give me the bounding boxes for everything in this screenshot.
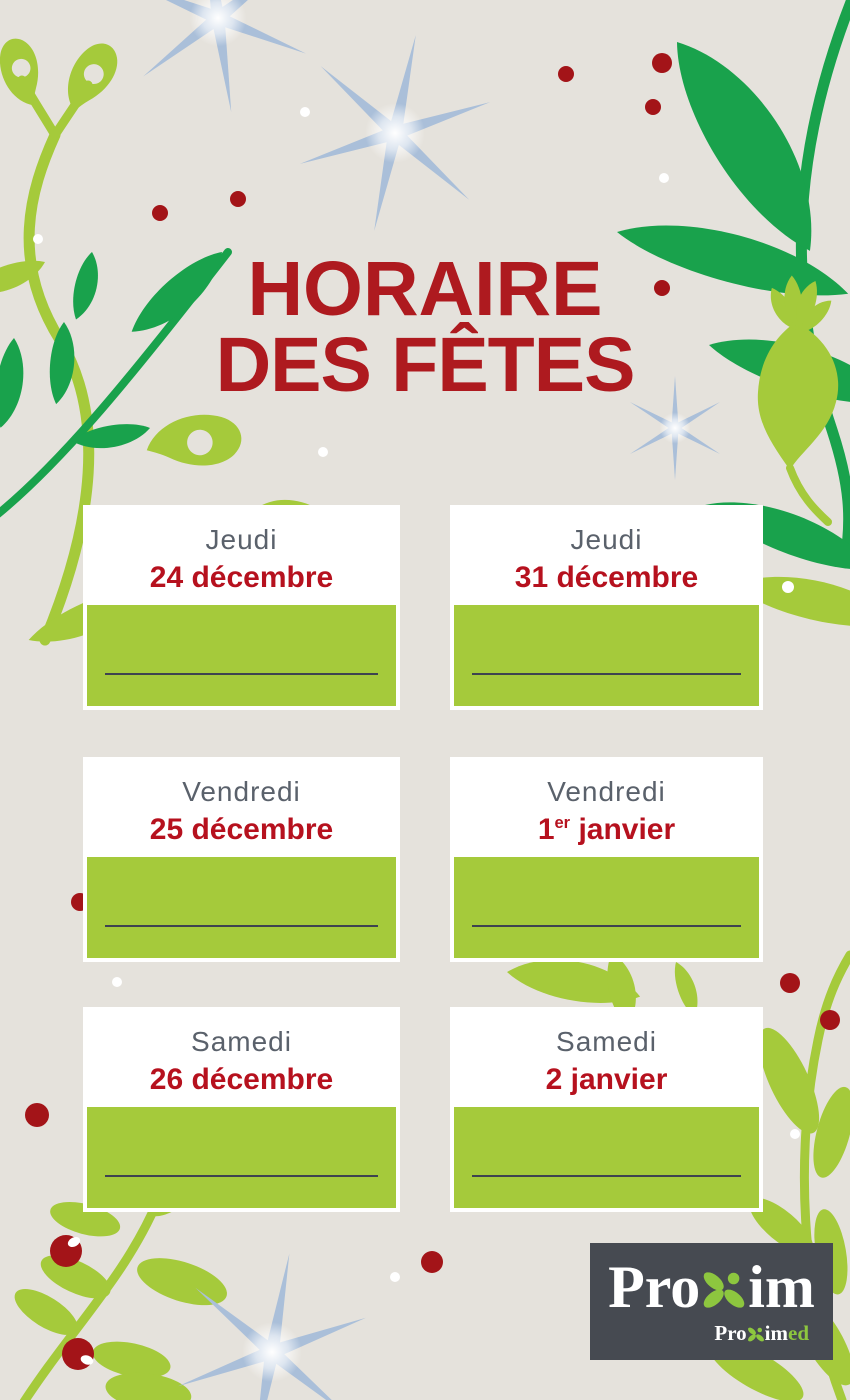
day-label: Vendredi bbox=[547, 776, 666, 807]
date-label: 24 décembre bbox=[149, 561, 334, 594]
day-label: Samedi bbox=[556, 1026, 657, 1057]
hours-panel bbox=[454, 857, 759, 958]
hours-panel bbox=[454, 605, 759, 706]
date-label: 1er janvier bbox=[537, 813, 676, 846]
date-label: 25 décembre bbox=[149, 813, 334, 846]
date-label: 2 janvier bbox=[545, 1063, 668, 1096]
hours-panel bbox=[87, 605, 396, 706]
proxim-logo bbox=[590, 1254, 833, 1320]
hours-panel bbox=[87, 1107, 396, 1208]
proxim-logo-box bbox=[590, 1243, 833, 1360]
title-line2: DES FÊTES bbox=[215, 322, 635, 408]
date-label: 26 décembre bbox=[149, 1063, 334, 1096]
schedule-card-samedi-26 bbox=[83, 1007, 400, 1212]
write-in-line bbox=[105, 1175, 378, 1177]
write-in-line bbox=[472, 1175, 741, 1177]
hours-panel bbox=[87, 857, 396, 958]
proximed-tagline: Pro im ed bbox=[714, 1321, 809, 1345]
title-line1: HORAIRE bbox=[247, 246, 603, 332]
proxim-x-petals-icon bbox=[701, 1266, 747, 1314]
day-label: Samedi bbox=[191, 1026, 292, 1057]
day-label: Vendredi bbox=[182, 776, 301, 807]
write-in-line bbox=[472, 925, 741, 927]
schedule-card-vendredi-25 bbox=[83, 757, 400, 962]
schedule-card-samedi-2 bbox=[450, 1007, 763, 1212]
schedule-card-jeudi-24 bbox=[83, 505, 400, 710]
hours-panel bbox=[454, 1107, 759, 1208]
logo-text-post: im bbox=[748, 1254, 815, 1320]
logo-text-pre: Pro bbox=[608, 1254, 701, 1320]
write-in-line bbox=[105, 673, 378, 675]
proximed-x-petals-icon bbox=[747, 1325, 765, 1344]
schedule-card-vendredi-1er bbox=[450, 757, 763, 962]
date-label: 31 décembre bbox=[514, 561, 699, 594]
page-title bbox=[0, 246, 850, 408]
write-in-line bbox=[472, 673, 741, 675]
write-in-line bbox=[105, 925, 378, 927]
day-label: Jeudi bbox=[570, 524, 643, 555]
day-label: Jeudi bbox=[205, 524, 278, 555]
schedule-card-jeudi-31 bbox=[450, 505, 763, 710]
